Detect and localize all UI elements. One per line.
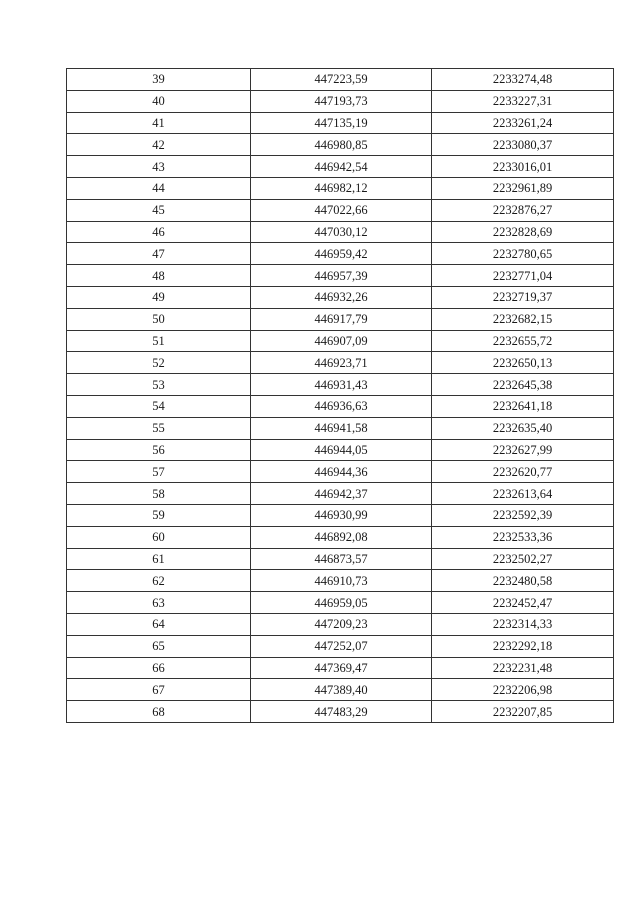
table-row [67,483,614,505]
y-coordinate-cell: 2232533,36 [432,526,614,548]
y-coordinate-cell: 2232828,69 [432,221,614,243]
x-coordinate-cell: 447135,19 [251,112,432,134]
x-coordinate-cell: 446936,63 [251,395,432,417]
y-coordinate-cell: 2232682,15 [432,308,614,330]
point-number-cell: 43 [67,156,251,178]
x-coordinate-cell: 446932,26 [251,286,432,308]
y-coordinate-cell: 2232292,18 [432,635,614,657]
y-coordinate-cell: 2232480,58 [432,570,614,592]
table-row [67,657,614,679]
y-coordinate-cell: 2233080,37 [432,134,614,156]
x-coordinate-cell: 447030,12 [251,221,432,243]
table-row [67,308,614,330]
point-number-cell: 65 [67,635,251,657]
x-coordinate-cell: 447483,29 [251,701,432,723]
x-coordinate-cell: 446982,12 [251,177,432,199]
table-row [67,439,614,461]
x-coordinate-cell: 446942,54 [251,156,432,178]
x-coordinate-cell: 447022,66 [251,199,432,221]
table-row [67,69,614,91]
y-coordinate-cell: 2233016,01 [432,156,614,178]
y-coordinate-cell: 2232645,38 [432,374,614,396]
point-number-cell: 58 [67,483,251,505]
point-number-cell: 51 [67,330,251,352]
x-coordinate-cell: 446944,36 [251,461,432,483]
table-row [67,504,614,526]
point-number-cell: 67 [67,679,251,701]
y-coordinate-cell: 2232719,37 [432,286,614,308]
table-row [67,265,614,287]
point-number-cell: 54 [67,395,251,417]
x-coordinate-cell: 447223,59 [251,69,432,91]
point-number-cell: 47 [67,243,251,265]
table-row [67,330,614,352]
x-coordinate-cell: 446917,79 [251,308,432,330]
point-number-cell: 66 [67,657,251,679]
point-number-cell: 62 [67,570,251,592]
x-coordinate-cell: 446942,37 [251,483,432,505]
point-number-cell: 40 [67,90,251,112]
x-coordinate-cell: 447193,73 [251,90,432,112]
x-coordinate-cell: 446892,08 [251,526,432,548]
x-coordinate-cell: 446907,09 [251,330,432,352]
y-coordinate-cell: 2232207,85 [432,701,614,723]
point-number-cell: 56 [67,439,251,461]
coordinates-table-body [67,69,614,723]
x-coordinate-cell: 446959,42 [251,243,432,265]
y-coordinate-cell: 2232771,04 [432,265,614,287]
x-coordinate-cell: 447252,07 [251,635,432,657]
x-coordinate-cell: 446980,85 [251,134,432,156]
x-coordinate-cell: 446944,05 [251,439,432,461]
x-coordinate-cell: 446941,58 [251,417,432,439]
point-number-cell: 64 [67,613,251,635]
x-coordinate-cell: 446873,57 [251,548,432,570]
table-row [67,286,614,308]
y-coordinate-cell: 2232502,27 [432,548,614,570]
table-row [67,613,614,635]
point-number-cell: 42 [67,134,251,156]
y-coordinate-cell: 2232613,64 [432,483,614,505]
y-coordinate-cell: 2232655,72 [432,330,614,352]
y-coordinate-cell: 2233274,48 [432,69,614,91]
x-coordinate-cell: 446959,05 [251,592,432,614]
y-coordinate-cell: 2232650,13 [432,352,614,374]
y-coordinate-cell: 2232780,65 [432,243,614,265]
table-row [67,548,614,570]
table-row [67,395,614,417]
x-coordinate-cell: 446957,39 [251,265,432,287]
coordinates-table [66,68,614,723]
x-coordinate-cell: 447209,23 [251,613,432,635]
y-coordinate-cell: 2233227,31 [432,90,614,112]
y-coordinate-cell: 2232206,98 [432,679,614,701]
y-coordinate-cell: 2232231,48 [432,657,614,679]
table-row [67,701,614,723]
point-number-cell: 50 [67,308,251,330]
table-row [67,592,614,614]
table-row [67,177,614,199]
point-number-cell: 48 [67,265,251,287]
y-coordinate-cell: 2232635,40 [432,417,614,439]
x-coordinate-cell: 446923,71 [251,352,432,374]
point-number-cell: 46 [67,221,251,243]
y-coordinate-cell: 2232452,47 [432,592,614,614]
y-coordinate-cell: 2232620,77 [432,461,614,483]
point-number-cell: 45 [67,199,251,221]
table-row [67,679,614,701]
point-number-cell: 59 [67,504,251,526]
point-number-cell: 41 [67,112,251,134]
table-row [67,134,614,156]
table-row [67,90,614,112]
point-number-cell: 53 [67,374,251,396]
point-number-cell: 57 [67,461,251,483]
point-number-cell: 61 [67,548,251,570]
point-number-cell: 39 [67,69,251,91]
table-row [67,570,614,592]
table-row [67,112,614,134]
y-coordinate-cell: 2232961,89 [432,177,614,199]
point-number-cell: 55 [67,417,251,439]
point-number-cell: 44 [67,177,251,199]
table-row [67,635,614,657]
table-row [67,526,614,548]
y-coordinate-cell: 2232641,18 [432,395,614,417]
table-row [67,417,614,439]
point-number-cell: 63 [67,592,251,614]
table-row [67,374,614,396]
y-coordinate-cell: 2232592,39 [432,504,614,526]
table-row [67,221,614,243]
x-coordinate-cell: 447369,47 [251,657,432,679]
point-number-cell: 68 [67,701,251,723]
x-coordinate-cell: 446930,99 [251,504,432,526]
table-row [67,199,614,221]
point-number-cell: 52 [67,352,251,374]
y-coordinate-cell: 2233261,24 [432,112,614,134]
table-row [67,352,614,374]
point-number-cell: 60 [67,526,251,548]
y-coordinate-cell: 2232876,27 [432,199,614,221]
x-coordinate-cell: 447389,40 [251,679,432,701]
x-coordinate-cell: 446931,43 [251,374,432,396]
x-coordinate-cell: 446910,73 [251,570,432,592]
y-coordinate-cell: 2232314,33 [432,613,614,635]
table-row [67,461,614,483]
table-row [67,156,614,178]
table-row [67,243,614,265]
y-coordinate-cell: 2232627,99 [432,439,614,461]
point-number-cell: 49 [67,286,251,308]
